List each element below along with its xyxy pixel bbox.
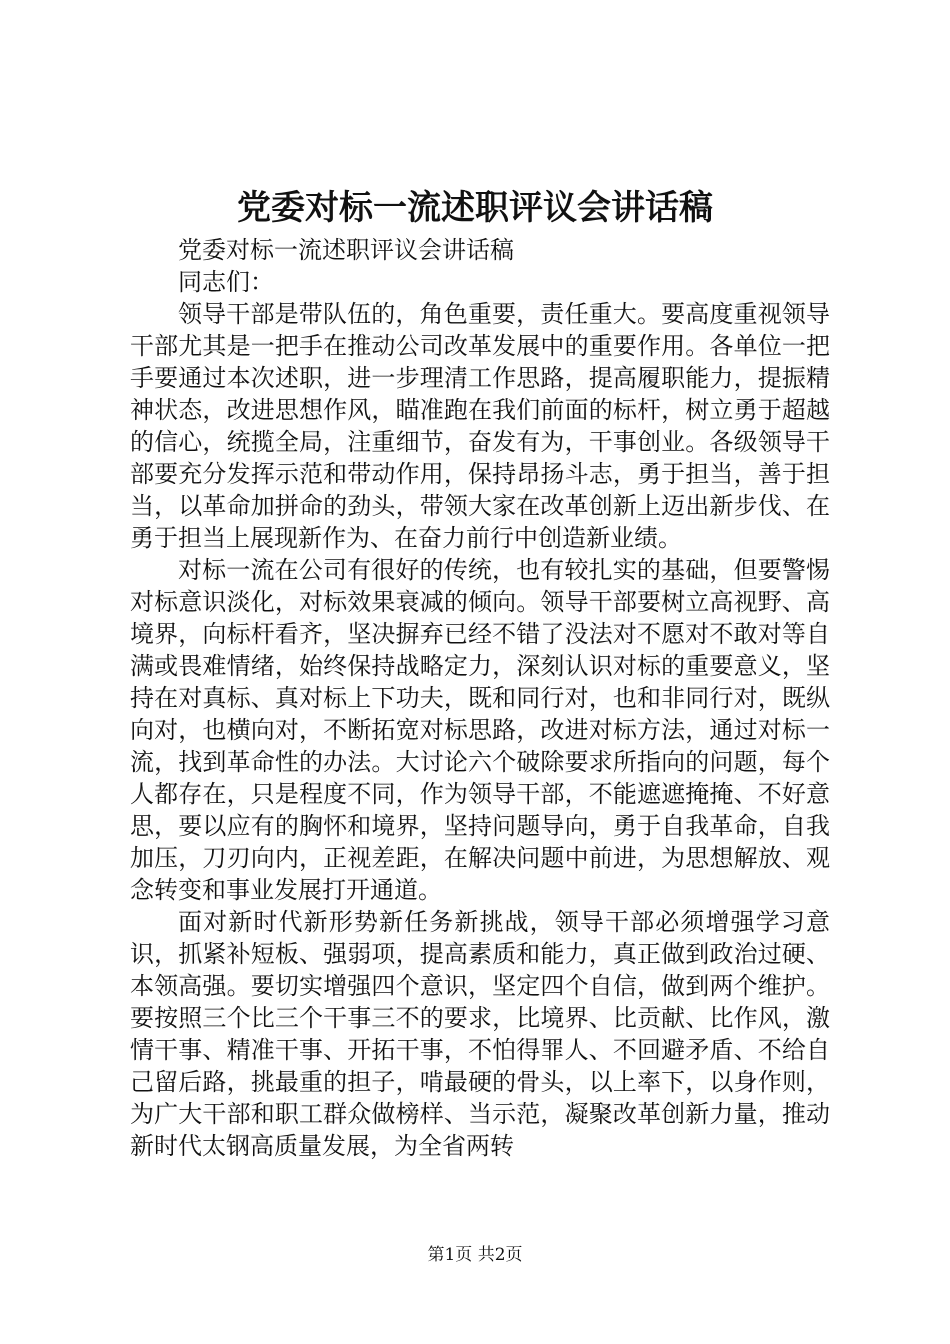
document-title: 党委对标一流述职评议会讲话稿 [237, 188, 713, 228]
paragraph-3: 面对新时代新形势新任务新挑战，领导干部必须增强学习意识，抓紧补短板、强弱项，提高素质和能力，真正做到政治过硬、本领高强。要切实增强四个意识，坚定四个自信，做到两个维护。要按照三个比三个干事三不的要求，比境界、比贡献、比作风，激情干事、精准干事、开拓干事，不怕得罪人、不回避矛盾、不给自己留后路，挑最重的担子，啃最硬的骨头，以上率下，以身作则，为广大干部和职工群众做榜样、当示范，凝聚改革创新力量，推动新时代太钢高质量发展，为全省两转 [130, 908, 830, 1160]
paragraph-2: 对标一流在公司有很好的传统，也有较扎实的基础，但要警惕对标意识淡化，对标效果衰减的倾向。领导干部要树立高视野、高境界，向标杆看齐，坚决摒弃已经不错了没法对不愿对不敢对等自满或畏难情绪，始终保持战略定力，深刻认识对标的重要意义，坚持在对真标、真对标上下功夫，既和同行对，也和非同行对，既纵向对，也横向对，不断拓宽对标思路，改进对标方法，通过对标一流，找到革命性的办法。大讨论六个破除要求所指向的问题，每个人都存在，只是程度不同，作为领导干部，不能遮遮掩掩、不好意思，要以应有的胸怀和境界，坚持问题导向，勇于自我革命，自我加压，刀刃向内，正视差距，在解决问题中前进，为思想解放、观念转变和事业发展打开通道。 [130, 556, 830, 904]
page-footer: 第1页 共2页 [427, 1245, 523, 1265]
paragraph-subtitle: 党委对标一流述职评议会讲话稿 [178, 236, 514, 264]
paragraph-1: 领导干部是带队伍的，角色重要，责任重大。要高度重视领导干部尤其是一把手在推动公司改革发展中的重要作用。各单位一把手要通过本次述职，进一步理清工作思路，提高履职能力，提振精神状态，改进思想作风，瞄准跑在我们前面的标杆，树立勇于超越的信心，统揽全局，注重细节，奋发有为，干事创业。各级领导干部要充分发挥示范和带动作用，保持昂扬斗志，勇于担当，善于担当，以革命加拼命的劲头，带领大家在改革创新上迈出新步伐、在勇于担当上展现新作为、在奋力前行中创造新业绩。 [130, 300, 830, 552]
paragraph-salutation: 同志们： [178, 268, 274, 296]
document-body [130, 234, 830, 1162]
